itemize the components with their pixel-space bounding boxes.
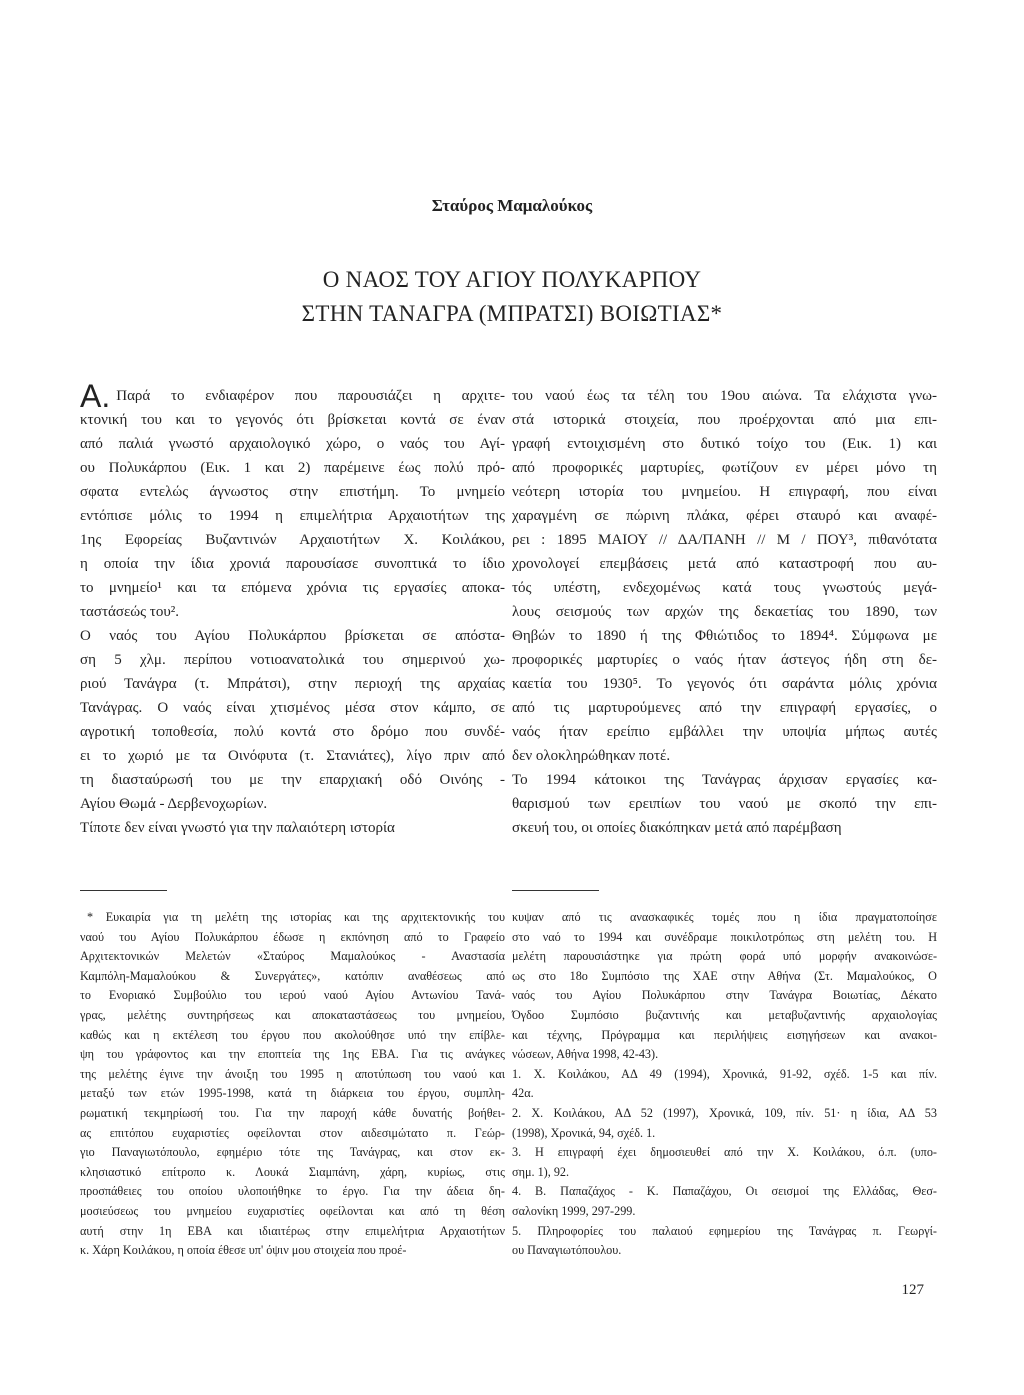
footnote-line: ψη του γράφοντος και την εποπτεία της 1ης ΕΒΑ. Για τις ανάγκες: [80, 1047, 505, 1062]
body-line: Τίποτε δεν είναι γνωστό για την παλαιότερη ιστορία: [80, 820, 395, 836]
body-line: γραφή εντοιχισμένη στο δυτικό τοίχο του (Εικ. 1) και: [512, 436, 937, 452]
body-line: κτονική του και το γεγονός ότι βρίσκεται κοντά σε έναν: [80, 412, 505, 428]
body-line: ριού Τανάγρα (τ. Μπράτσι), στην περιοχή της αρχαίας: [80, 676, 505, 692]
body-line: καετία του 1930⁵. Το γεγονός ότι σαράντα μόλις χρόνια: [512, 676, 937, 692]
body-line: ση 5 χλμ. περίπου νοτιοανατολικά του σημερινού χω-: [80, 652, 505, 668]
footnotes-column-left: [80, 908, 505, 1261]
footnote-line: το Ενοριακό Συμβούλιο του ιερού ναού Αγίου Αντωνίου Τανά-: [80, 988, 505, 1003]
body-line: Ο ναός του Αγίου Πολυκάρπου βρίσκεται σε απόστα-: [80, 628, 505, 644]
body-line-text: Παρά το ενδιαφέρον που παρουσιάζει η αρχιτε-: [116, 388, 505, 404]
body-line: Θηβών το 1890 ή της Φθιώτιδος το 1894⁴. Σύμφωνα με: [512, 628, 937, 644]
body-line: η οποία την ίδια χρονιά παρουσίασε συνοπτικά το ίδιο: [80, 556, 505, 572]
body-line: από τις μαρτυρούμενες από την επιγραφή εργασίες, ο: [512, 700, 937, 716]
body-line: ταστάσεώς του².: [80, 604, 180, 620]
body-line: στά ιστορικά στοιχεία, που προέρχονται από μια επι-: [512, 412, 937, 428]
title-line: Ο ΝΑΟΣ ΤΟΥ ΑΓΙΟΥ ΠΟΛΥΚΑΡΠΟΥ: [322, 267, 702, 292]
footnote-line: μελέτη παρουσιάστηκε για πρώτη φορά υπό μορφήν ανακοινώσε-: [512, 949, 937, 964]
footnote-line: αυτή στην 1η ΕΒΑ και ιδιαιτέρως στην επιμελήτρια Αρχαιοτήτων: [80, 1223, 505, 1238]
body-line: δεν ολοκληρώθηκαν ποτέ.: [512, 748, 671, 764]
body-line: ου Πολυκάρπου (Εικ. 1 και 2) παρέμεινε έως πολύ πρό-: [80, 460, 505, 476]
page-number: 127: [901, 1282, 924, 1298]
body-line: το μνημείο¹ και τα επόμενα χρόνια τις εργασίες αποκα-: [80, 580, 505, 596]
body-line: τη διασταύρωσή του με την επαρχιακή οδό Οινόης -: [80, 772, 505, 788]
body-line: από παλιά γνωστό αρχαιολογικό χώρο, ο ναός του Αγί-: [80, 436, 505, 452]
footnote-line: μοσιεύσεως του μνημείου ευχαριστίες οφείλονται και από τη θέση: [80, 1203, 505, 1218]
footnote-line: 3. Η επιγραφή έχει δημοσιευθεί από την Χ. Κοιλάκου, ό.π. (υπο-: [512, 1145, 937, 1160]
footnote-line: 2. Χ. Κοιλάκου, ΑΔ 52 (1997), Χρονικά, 109, πίν. 51· η ίδια, ΑΔ 53: [512, 1105, 937, 1120]
footnote-line: 4. Β. Παπαζάχος - Κ. Παπαζάχου, Οι σεισμοί της Ελλάδας, Θεσ-: [512, 1184, 937, 1199]
footnote-line: σημ. 1), 92.: [512, 1164, 570, 1179]
body-line: εντόπισε μόλις το 1994 η επιμελήτρια Αρχαιοτήτων της: [80, 508, 505, 524]
body-line: σκευή του, οι οποίες διακόπηκαν μετά από παρέμβαση: [512, 820, 842, 836]
footnote-line: της μελέτης έγινε την άνοιξη του 1995 η αποτύπωση του ναού και: [80, 1066, 505, 1081]
footnote-line: και τέχνης, Πρόγραμμα και περιλήψεις εισηγήσεων και ανακοι-: [512, 1027, 937, 1042]
body-line: ναός ήταν ερείπιο εμβάλλει την υποψία μήπως αυτές: [512, 724, 937, 740]
footnote-line: ως στο 18ο Συμπόσιο της ΧΑΕ στην Αθήνα (Στ. Μαμαλούκος, Ο: [512, 968, 937, 983]
footnote-line: προσπάθειες του οποίου υλοποιήθηκε το έργο. Για την άδεια δη-: [80, 1184, 505, 1199]
article-title: [0, 263, 1024, 331]
footnote-line: (1998), Χρονικά, 94, σχέδ. 1.: [512, 1125, 656, 1140]
body-line: λους σεισμούς των αρχών της δεκαετίας του 1890, των: [512, 604, 937, 620]
footnote-line: ου Παναγιωτόπουλου.: [512, 1243, 622, 1258]
body-line: 1ης Εφορείας Βυζαντινών Αρχαιοτήτων Χ. Κοιλάκου,: [80, 532, 505, 548]
author-name: Σταύρος Μαμαλούκος: [431, 196, 593, 215]
body-line: του ναού έως τα τέλη του 19ου αιώνα. Τα ελάχιστα γνω-: [512, 388, 937, 404]
drop-cap: Α.: [80, 378, 111, 414]
footnote-line: στο ναό το 1994 και συνέδραμε ποικιλοτρόπως στη μελέτη του. Η: [512, 929, 937, 944]
footnote-line: ναού του Αγίου Πολυκάρπου έδωσε η εκπόνηση από το Γραφείο: [80, 929, 505, 944]
body-column-right: [512, 384, 937, 840]
footnote-rule-right: [512, 890, 599, 891]
footnote-line: 1. Χ. Κοιλάκου, ΑΔ 49 (1994), Χρονικά, 91-92, σχέδ. 1-5 και πίν.: [512, 1066, 937, 1081]
footnote-line: κυψαν από τις ανασκαφικές τομές που η ίδια πραγματοποίησε: [512, 910, 937, 924]
body-line: τός υπέστη, ενδεχομένως κατά τους γνωστούς μεγά-: [512, 580, 937, 596]
body-line: Αγίου Θωμά - Δερβενοχωρίων.: [80, 796, 268, 812]
footnotes-column-right: [512, 908, 937, 1261]
footnote-line: ναός του Αγίου Πολυκάρπου στην Τανάγρα Βοιωτίας, Δέκατο: [512, 988, 937, 1003]
body-line: αγροτική τοποθεσία, πολύ κοντά στο δρόμο που συνδέ-: [80, 724, 505, 740]
footnote-line: * Ευκαιρία για τη μελέτη της ιστορίας και της αρχιτεκτονικής του: [87, 910, 505, 924]
footnote-line: σαλονίκη 1999, 297-299.: [512, 1203, 636, 1218]
footnote-line: Αρχιτεκτονικών Μελετών «Σταύρος Μαμαλούκος - Αναστασία: [80, 949, 505, 964]
footnote-rule-left: [80, 890, 167, 891]
body-line: προφορικές μαρτυρίες ο ναός ήταν άστεγος ήδη στη δε-: [512, 652, 937, 668]
body-line: νεότερη ιστορία του μνημείου. Η επιγραφή, που είναι: [512, 484, 937, 500]
footnote-line: Καμπόλη-Μαμαλούκου & Συνεργάτες», κατόπιν αναθέσεως από: [80, 968, 505, 983]
footnote-line: Όγδοο Συμπόσιο βυζαντινής και μεταβυζαντινής αρχαιολογίας: [512, 1007, 937, 1022]
footnote-line: καθώς και η εκτέλεση του έργου που ακολούθησε υπό την επίβλε-: [80, 1027, 505, 1042]
footnote-line: κλησιαστικό επίτροπο κ. Λουκά Σιαμπάνη, χάρη, κυρίως, στις: [80, 1164, 505, 1179]
body-line: σφατα εντελώς άγνωστος στην επιστήμη. Το μνημείο: [80, 484, 505, 500]
footnote-line: 42α.: [512, 1086, 534, 1101]
body-line: χαραγμένη σε πώρινη πλάκα, φέρει σταυρό και αναφέ-: [512, 508, 937, 524]
body-line: Το 1994 κάτοικοι της Τανάγρας άρχισαν εργασίες κα-: [512, 772, 937, 788]
footnote-line: νώσεων, Αθήνα 1998, 42-43).: [512, 1047, 659, 1062]
footnote-line: μεταξύ των ετών 1995-1998, κατά τη διάρκεια του έργου, συμπλη-: [80, 1086, 505, 1101]
footnote-line: κ. Χάρη Κοιλάκου, η οποία έθεσε υπ' όψιν μου στοιχεία που προέ-: [80, 1243, 407, 1258]
body-line: Τανάγρας. Ο ναός είναι χτισμένος μέσα στον κάμπο, σε: [80, 700, 505, 716]
body-line: ρει : 1895 ΜΑΙΟΥ // ΔΑ/ΠΑΝΗ // Μ / ΠΟΥ³, πιθανότατα: [512, 532, 937, 548]
body-line: ει το χωριό με τα Οινόφυτα (τ. Στανιάτες), λίγο πριν από: [80, 748, 505, 764]
title-line: ΣΤΗΝ ΤΑΝΑΓΡΑ (ΜΠΡΑΤΣΙ) ΒΟΙΩΤΙΑΣ*: [301, 301, 723, 326]
footnote-line: 5. Πληροφορίες του παλαιού εφημερίου της Τανάγρας π. Γεωργί-: [512, 1223, 937, 1238]
body-line: χρονολογεί επεμβάσεις μετά από καταστροφή που αυ-: [512, 556, 937, 572]
footnote-line: ας επιτόπου ευχαριστίες οφείλονται στον αιδεσιμώτατο π. Γεώρ-: [80, 1125, 505, 1140]
body-line-first: [80, 378, 505, 414]
body-line: από προφορικές μαρτυρίες, φωτίζουν εν μέρει μόνο τη: [512, 460, 937, 476]
footnote-line: ρωματική τεκμηρίωσή του. Για την παροχή κάθε δυνατής βοήθει-: [80, 1105, 505, 1120]
body-line: θαρισμού των ερειπίων του ναού με σκοπό την επι-: [512, 796, 937, 812]
footnote-line: γρας, μελέτης συντηρήσεως και αποκαταστάσεως του μνημείου,: [80, 1007, 505, 1022]
footnote-line: γιο Παναγιωτόπουλο, εφημέριο τότε της Τανάγρας, και στον εκ-: [80, 1145, 505, 1160]
body-column-left: [80, 378, 505, 840]
